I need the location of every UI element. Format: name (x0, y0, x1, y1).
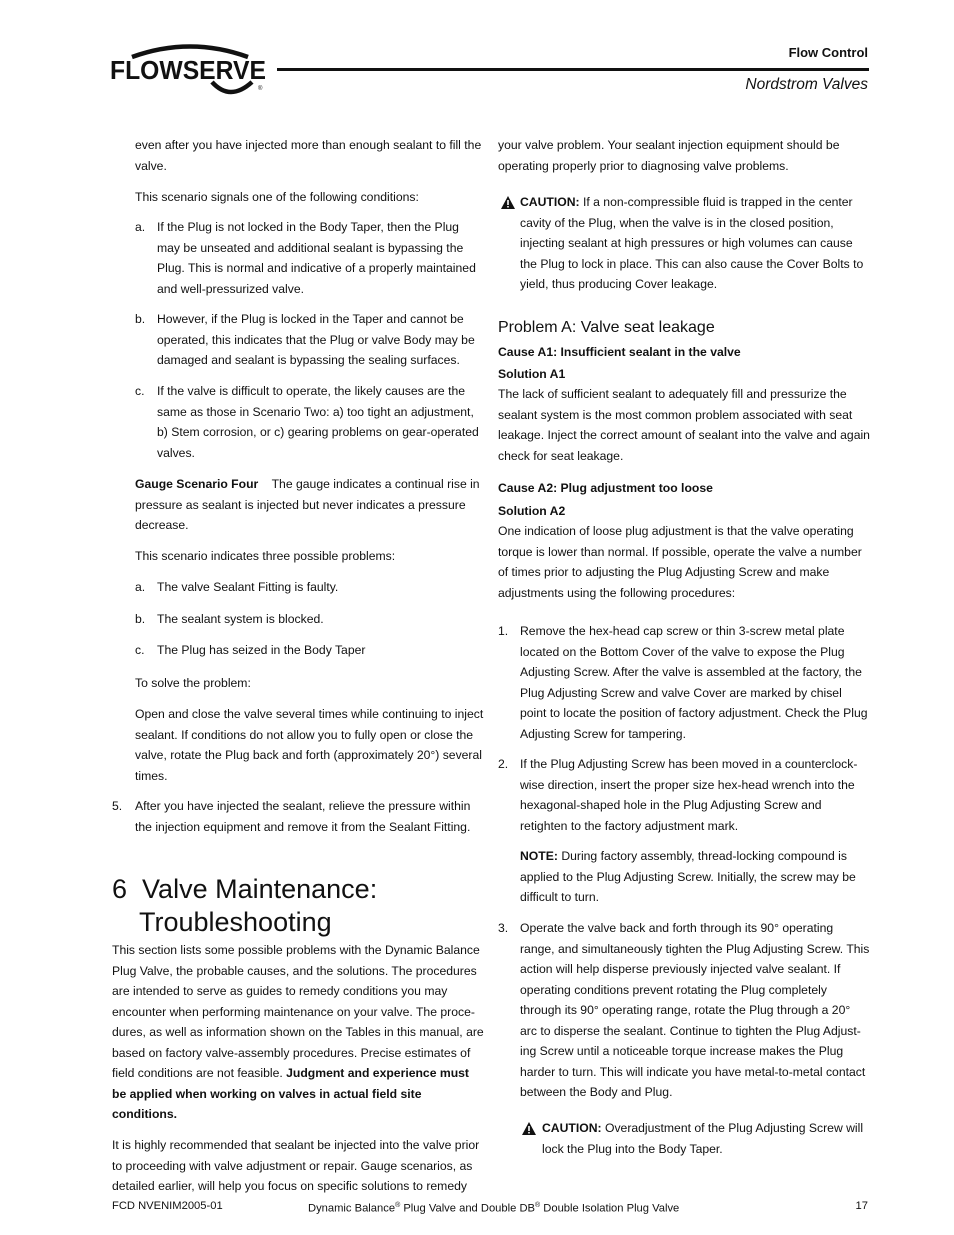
intro-text: This section lists some possible problems with the Dynamic Balance Plug Valve, the probable causes, and the solutions. The procedures are intended to serve as guides to remedy conditions you may encounter when performing maintenance on your valve. The proce-dures, as well as information shown on the Tables in this manual, are based on factory valve-assembly procedures. Precise estimates of field conditions are not feasible. (112, 943, 484, 1080)
list-item (135, 217, 485, 309)
cause-heading: Cause A1: Insufficient sealant in the valve (498, 345, 741, 359)
caution-label: CAUTION: (520, 195, 580, 209)
gauge-scenario-four (135, 474, 485, 567)
warning-icon (522, 1122, 536, 1135)
caution-text (542, 1118, 870, 1159)
section-number: 6 (112, 874, 128, 904)
list-text: If the valve is difficult to operate, the likely causes are the same as those in Scenario Two: a) too tight an adjustment, b) Stem corrosion, or c) gearing problems on gear-operated valves. (157, 384, 479, 460)
section-title-cont: Troubleshooting (139, 907, 332, 937)
list-marker: a. (135, 580, 146, 594)
list-item (498, 754, 870, 846)
caution-body: Overadjustment of the Plug Adjusting Screw will lock the Plug into the Body Taper. (542, 1121, 864, 1156)
paragraph (135, 474, 485, 536)
section-heading (112, 873, 485, 939)
step-number: 3. (498, 921, 509, 935)
list-text: The valve Sealant Fitting is faulty. (157, 580, 339, 594)
list-marker: c. (135, 384, 145, 398)
page-number: 17 (855, 1200, 868, 1212)
note-block (520, 846, 870, 918)
gauge-text: The gauge indicates a continual rise in pressure as sealant is injected but never indicates a pressure decrease. (135, 477, 480, 532)
svg-text:FLOWSERVE: FLOWSERVE (110, 57, 266, 85)
problem-heading: Problem A: Valve seat leakage (498, 319, 715, 336)
note-text (520, 846, 865, 908)
header-rule (277, 68, 869, 71)
title-part: Double Isolation Plug Valve (540, 1202, 680, 1215)
gauge-label: Gauge Scenario Four (135, 477, 259, 491)
doc-code: FCD NVENIM2005-01 (112, 1200, 223, 1212)
list-text: The Plug has seized in the Body Taper (157, 643, 366, 657)
caution-label: CAUTION: (542, 1121, 602, 1135)
intro-emphasis: Judgment and experience must be applied when working on valves in actual field site conditions. (112, 1066, 469, 1121)
paragraph (112, 940, 485, 1125)
list-text: However, if the Plug is locked in the Taper and cannot be operated, this indicates that the Plug or valve Body may be damaged and sealant is bypassing the sealing surfaces. (157, 312, 475, 367)
paragraph: This scenario indicates three possible problems: (135, 549, 396, 563)
registered-mark: ® (395, 1202, 401, 1209)
paragraph: To solve the problem: (135, 676, 251, 690)
list-item (135, 577, 485, 609)
paragraph: The lack of sufficient sealant to adequately fill and pressurize the sealant system is the most common problem associated with seat leakage. Inject the correct amount of sealant into the valve and again check for seat leakage. (498, 387, 870, 463)
list-marker: b. (135, 611, 146, 626)
paragraph: This scenario signals one of the following conditions: (135, 189, 419, 204)
caution-text (520, 192, 870, 295)
list-item (135, 309, 485, 381)
caution-body: If a non-compressible fluid is trapped in the center cavity of the Plug, when the valve is in the closed position, injecting sealant at high pressures or high volumes can cause the Plug to lock in place. This can also cause the Cover Bolts to yield, thus producing Cover leakage. (520, 195, 864, 291)
step-text: Operate the valve back and forth through its 90° operating range, and simultaneously tighten the Plug Adjusting Screw. This action will help disperse previously injected valve sealant. If operating conditions prevent rotating the Plug completely through its 90° operating range, rotate the Plug through a 20° arc to disperse the sealant. Continue to tighten the Plug Adjust-ing Screw until a noticeable torque increase makes the Plug harder to turn. This will indicate you have metal-to-metal contact between the Body and Plug. (520, 921, 870, 1099)
right-top-block (498, 135, 870, 176)
paragraph: It is highly recommended that sealant be injected into the valve prior to proceeding with valve adjustment or repair. Gauge scenarios, as detailed earlier, will help you focus on specific solutions to remedy (112, 1138, 480, 1193)
section-title: Valve Maintenance: (142, 874, 378, 904)
warning-icon (501, 196, 515, 209)
problem-a (498, 318, 870, 603)
list-item (498, 621, 870, 754)
paragraph: even after you have injected more than enough sealant to fill the valve. (135, 138, 482, 173)
list-item (135, 381, 485, 473)
product-line: Nordstrom Valves (745, 76, 868, 93)
caution-block-2 (520, 1118, 870, 1159)
note-body: During factory assembly, thread-locking compound is applied to the Plug Adjusting Screw. Initially, the screw may be difficult to turn. (520, 849, 856, 904)
flowserve-logo (110, 40, 270, 102)
problems-list (135, 577, 485, 672)
step-text: Remove the hex-head cap screw or thin 3-screw metal plate located on the Bottom Cover of the valve to expose the Plug Adjusting Screw. After the valve is assembled at the factory, the Plug Adjusting Screw and valve Cover are marked by chisel point to locate the position of factory adjustment. Check the Plug Adjusting Screw for tampering. (520, 624, 868, 741)
solution-heading: Solution A2 (498, 503, 566, 518)
list-item (135, 640, 485, 672)
left-top-block (135, 135, 485, 207)
list-text: If the Plug is not locked in the Body Taper, then the Plug may be unseated and additional sealant is bypassing the Plug. This is normal and indicative of a properly maintained and well-pressurized valve. (157, 220, 476, 296)
list-item (135, 609, 485, 641)
paragraph: Open and close the valve several times while continuing to inject sealant. If conditions do not allow you to fully open or close the valve, rotate the Plug back and forth (approximately 20°) several times. (135, 707, 484, 783)
svg-text:®: ® (258, 86, 263, 92)
list-marker: b. (135, 312, 146, 326)
step-number: 1. (498, 624, 509, 638)
conditions-list (135, 217, 485, 473)
step-number: 2. (498, 757, 509, 771)
registered-mark: ® (534, 1202, 541, 1209)
step-text: If the Plug Adjusting Screw has been moved in a counterclock-wise direction, insert the proper size hex-head wrench into the hexagonal-shaped hole in the Plug Adjusting Screw and retighten to the factory adjustment mark. (520, 757, 858, 833)
solution-heading: Solution A1 (498, 366, 566, 381)
paragraph: your valve problem. Your sealant injection equipment should be operating properly prior to diagnosing valve problems. (498, 138, 840, 173)
list-text: The sealant system is blocked. (157, 611, 324, 626)
doc-title (308, 1196, 679, 1219)
paragraph: One indication of loose plug adjustment is that the valve operating torque is lower than normal. If possible, operate the valve a number of times prior to adjusting the Plug Adjusting Screw and make adjustments using the following procedures: (498, 524, 862, 600)
step-text: After you have injected the sealant, relieve the pressure within the injection equipment and remove it from the Sealant Fitting. (135, 799, 471, 834)
section-intro (112, 940, 485, 1197)
caution-block-1 (498, 192, 870, 295)
brand-name: Flow Control (788, 45, 868, 60)
step-number: 5. (112, 799, 123, 813)
title-part: Plug Valve and Double DB (400, 1202, 535, 1215)
solve-block (135, 673, 485, 786)
title-part: Dynamic Balance (308, 1202, 396, 1215)
list-item (498, 918, 870, 1118)
list-marker: c. (135, 643, 145, 657)
cause-heading: Cause A2: Plug adjustment too loose (498, 481, 713, 495)
list-marker: a. (135, 220, 146, 234)
procedure-steps (498, 621, 870, 1118)
note-label: NOTE: (520, 849, 558, 863)
